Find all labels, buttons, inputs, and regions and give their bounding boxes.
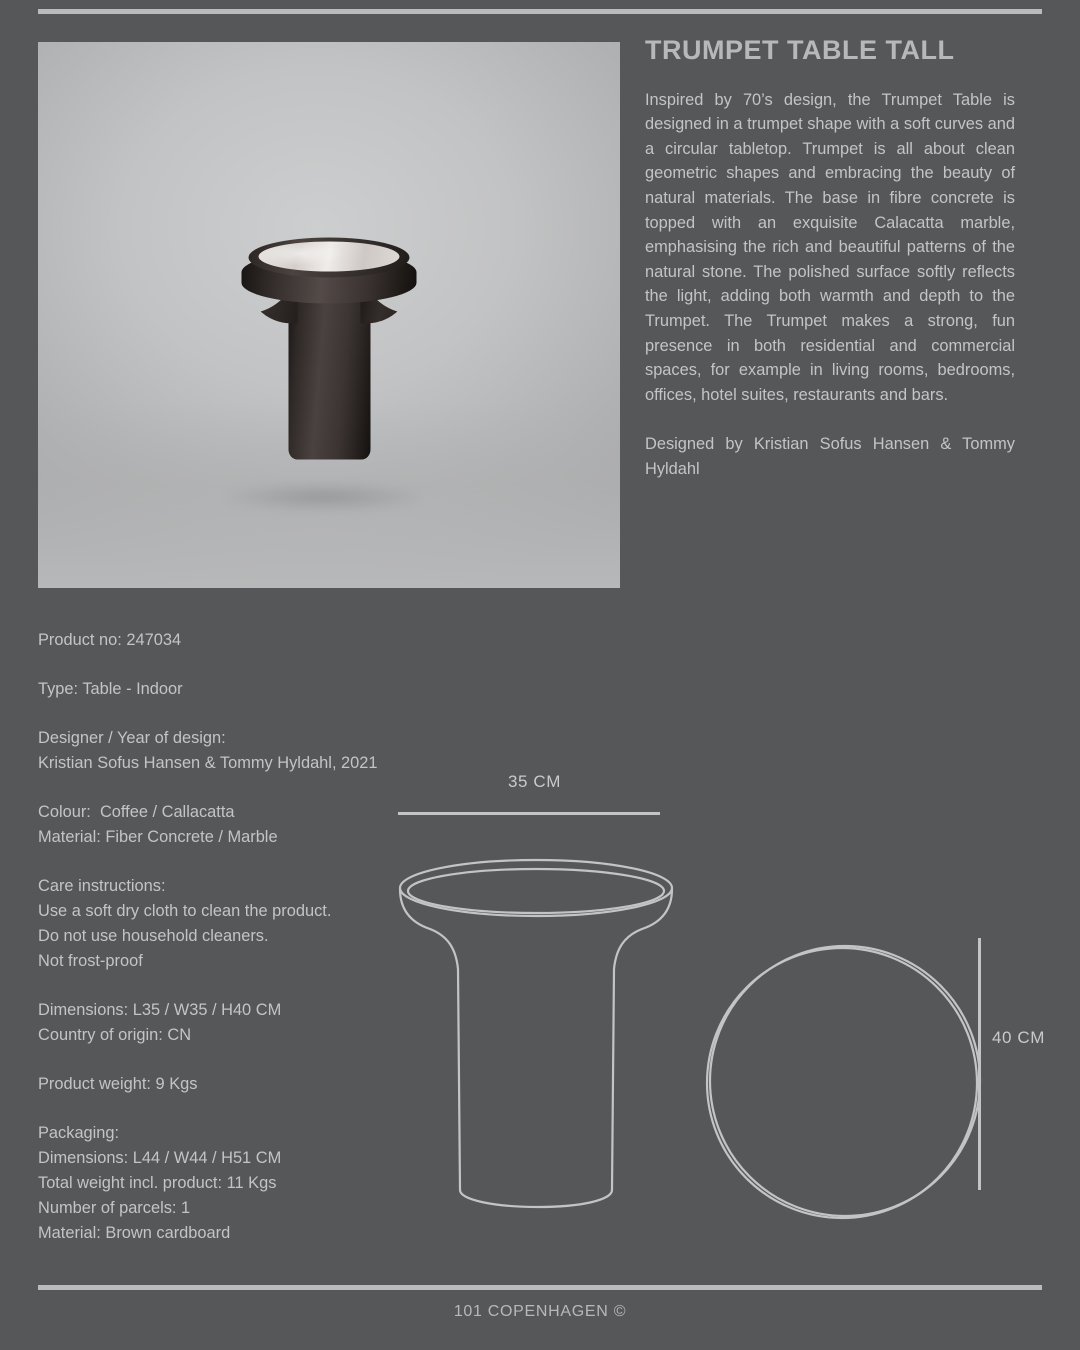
spec-line: Designer / Year of design: <box>38 729 226 747</box>
spec-product-type <box>38 677 468 702</box>
page-title: TRUMPET TABLE TALL <box>645 35 955 65</box>
footer-brand: 101 COPENHAGEN © <box>453 1303 627 1320</box>
technical-drawings <box>380 760 1080 1250</box>
height-dimension-label: 40 CM <box>992 1028 1046 1047</box>
spec-line: Number of parcels: 1 <box>38 1199 191 1217</box>
rim-inner-ellipse <box>408 869 664 913</box>
spec-line: Use a soft dry cloth to clean the product. <box>38 902 332 920</box>
table-marble-surface <box>259 241 400 271</box>
product-photo <box>38 42 620 588</box>
photo-shadow <box>229 484 419 510</box>
spec-line: Product weight: 9 Kgs <box>38 1075 198 1093</box>
width-dimension-label: 35 CM <box>508 772 562 791</box>
spec-line: Product no: 247034 <box>38 631 182 649</box>
spec-line: Do not use household cleaners. <box>38 927 269 945</box>
spec-line: Packaging: <box>38 1124 120 1142</box>
spec-line: Type: Table - Indoor <box>38 680 183 698</box>
spec-line: Dimensions: L35 / W35 / H40 CM <box>38 1001 282 1019</box>
body-outline <box>400 889 672 1207</box>
spec-line: Material: Fiber Concrete / Marble <box>38 828 278 846</box>
spec-line: Care instructions: <box>38 877 166 895</box>
top-divider <box>38 9 1042 14</box>
spec-line: Dimensions: L44 / W44 / H51 CM <box>38 1149 282 1167</box>
spec-line: Total weight incl. product: 11 Kgs <box>38 1174 277 1192</box>
spec-line: Country of origin: CN <box>38 1026 192 1044</box>
spec-line: Material: Brown cardboard <box>38 1224 231 1242</box>
product-info-column <box>645 36 1015 482</box>
side-elevation-drawing <box>390 845 690 1215</box>
spec-line: Kristian Sofus Hansen & Tommy Hyldahl, 2021 <box>38 754 378 772</box>
product-description: Inspired by 70’s design, the Trumpet Table is designed in a trumpet shape with a soft curves and a circular tabletop. Trumpet is all about clean geometric shapes and embracing the beauty of natural materials. The base in fibre concrete is topped with an exquisite Calacatta marble, emphasising the rich and beautiful patterns of the natural stone. The polished surface softly reflects the light, adding both warmth and depth to the Trumpet. The Trumpet makes a strong, fun presence in both residential and commercial spaces, for example in living rooms, bedrooms, offices, hotel suites, restaurants and bars. <box>645 90 1015 404</box>
bottom-divider <box>38 1285 1042 1290</box>
spec-line: Not frost-proof <box>38 952 143 970</box>
spec-line: Colour: Coffee / Callacatta <box>38 803 235 821</box>
top-view-drawing <box>692 940 992 1230</box>
spec-product-number <box>38 628 468 653</box>
designer-credit: Designed by Kristian Sofus Hansen & Tommy Hyldahl <box>645 435 1015 478</box>
width-dimension-line <box>398 812 660 815</box>
trumpet-table-object <box>242 235 417 460</box>
